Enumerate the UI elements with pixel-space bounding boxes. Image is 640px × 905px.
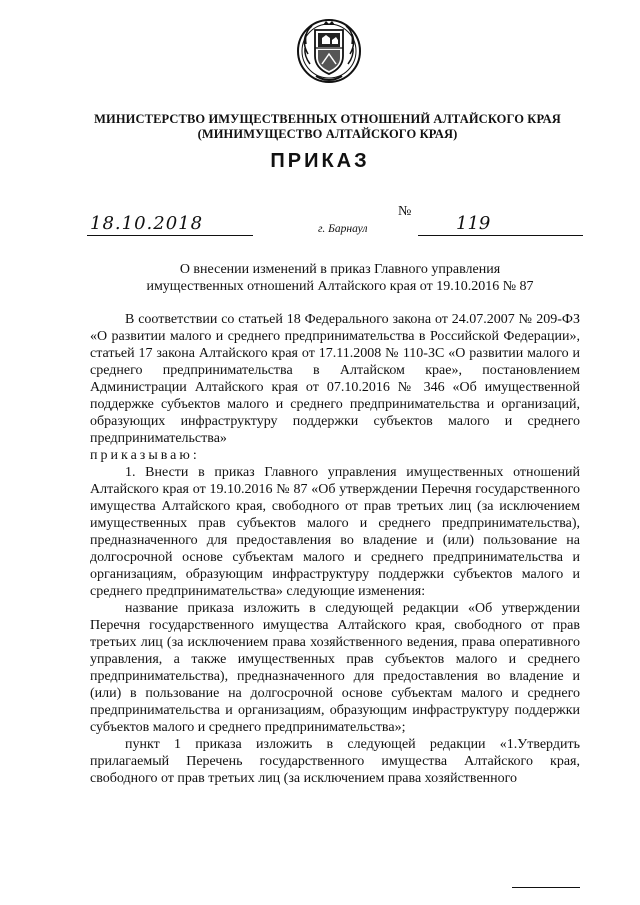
clause-paragraph: 1. Внести в приказ Главного управления имущественных отношений Алтайского края от 19.10.2016 № 87 «Об утверждении Перечня государственного имущества Алтайского края, свободного от прав третьих лиц (за исключением имущественных прав субъектов малого и среднего предпринимательства), предназначенного для предоставления во владение и (или) пользование на долгосрочной основе субъектам малого и среднего предпринимательства и организациям, образующим инфраструктуру поддержки субъектов малого и среднего предпринимательства» следующие изменения: bbox=[90, 465, 580, 599]
ministry-name: МИНИСТЕРСТВО ИМУЩЕСТВЕННЫХ ОТНОШЕНИЙ АЛТАЙСКОГО КРАЯ bbox=[94, 112, 561, 126]
city-name: г. Барнаул bbox=[318, 223, 368, 235]
order-date: 18.10.2018 bbox=[90, 213, 204, 234]
date-field bbox=[87, 213, 253, 236]
altai-krai-coat-of-arms-icon bbox=[296, 14, 362, 88]
order-directive: приказываю: bbox=[90, 448, 200, 463]
order-subject: О внесении изменений в приказ Главного управления имущественных отношений Алтайского края от 19.10.2016 № 87 bbox=[146, 262, 534, 294]
preamble-paragraph: В соответствии со статьей 18 Федерального закона от 24.07.2007 № 209-ФЗ «О развитии малого и среднего предпринимательства в Российской Федерации», статьей 17 закона Алтайского края от 17.11.2008 № 110-ЗС «О развитии малого и среднего предпринимательства в Алтайском крае», постановлением Администрации Алтайского края от 07.10.2016 № 346 «Об имущественной поддержке субъектов малого и среднего предпринимательства и организаций, образующих инфраструктуру поддержки субъектов малого и среднего предпринимательства» bbox=[90, 312, 580, 446]
clause-paragraph: название приказа изложить в следующей редакции «Об утверждении Перечня государственного имущества Алтайского края, свободного от прав третьих лиц (за исключением права хозяйственного ведения, права оперативного управления, а также имущественных прав субъектов малого и среднего предпринимательства), предназначенного для предоставления во владение и (или) в пользование на долгосрочной основе субъектам малого и среднего предпринимательства и организациям, образующим инфраструктуру поддержки субъектов малого и среднего предпринимательства»; bbox=[90, 601, 580, 735]
number-field bbox=[418, 213, 583, 236]
document-title: ПРИКАЗ bbox=[270, 150, 370, 172]
number-label: № bbox=[398, 204, 412, 219]
order-body bbox=[90, 311, 580, 787]
ministry-short-name: (МИНИМУЩЕСТВО АЛТАЙСКОГО КРАЯ) bbox=[197, 127, 458, 141]
order-number: 119 bbox=[456, 213, 491, 234]
clause-paragraph: пункт 1 приказа изложить в следующей редакции «1.Утвердить прилагаемый Перечень государственного имущества Алтайского края, свободного от прав третьих лиц (за исключением права хозяйственного bbox=[90, 737, 580, 786]
page-footer-line bbox=[512, 887, 580, 888]
